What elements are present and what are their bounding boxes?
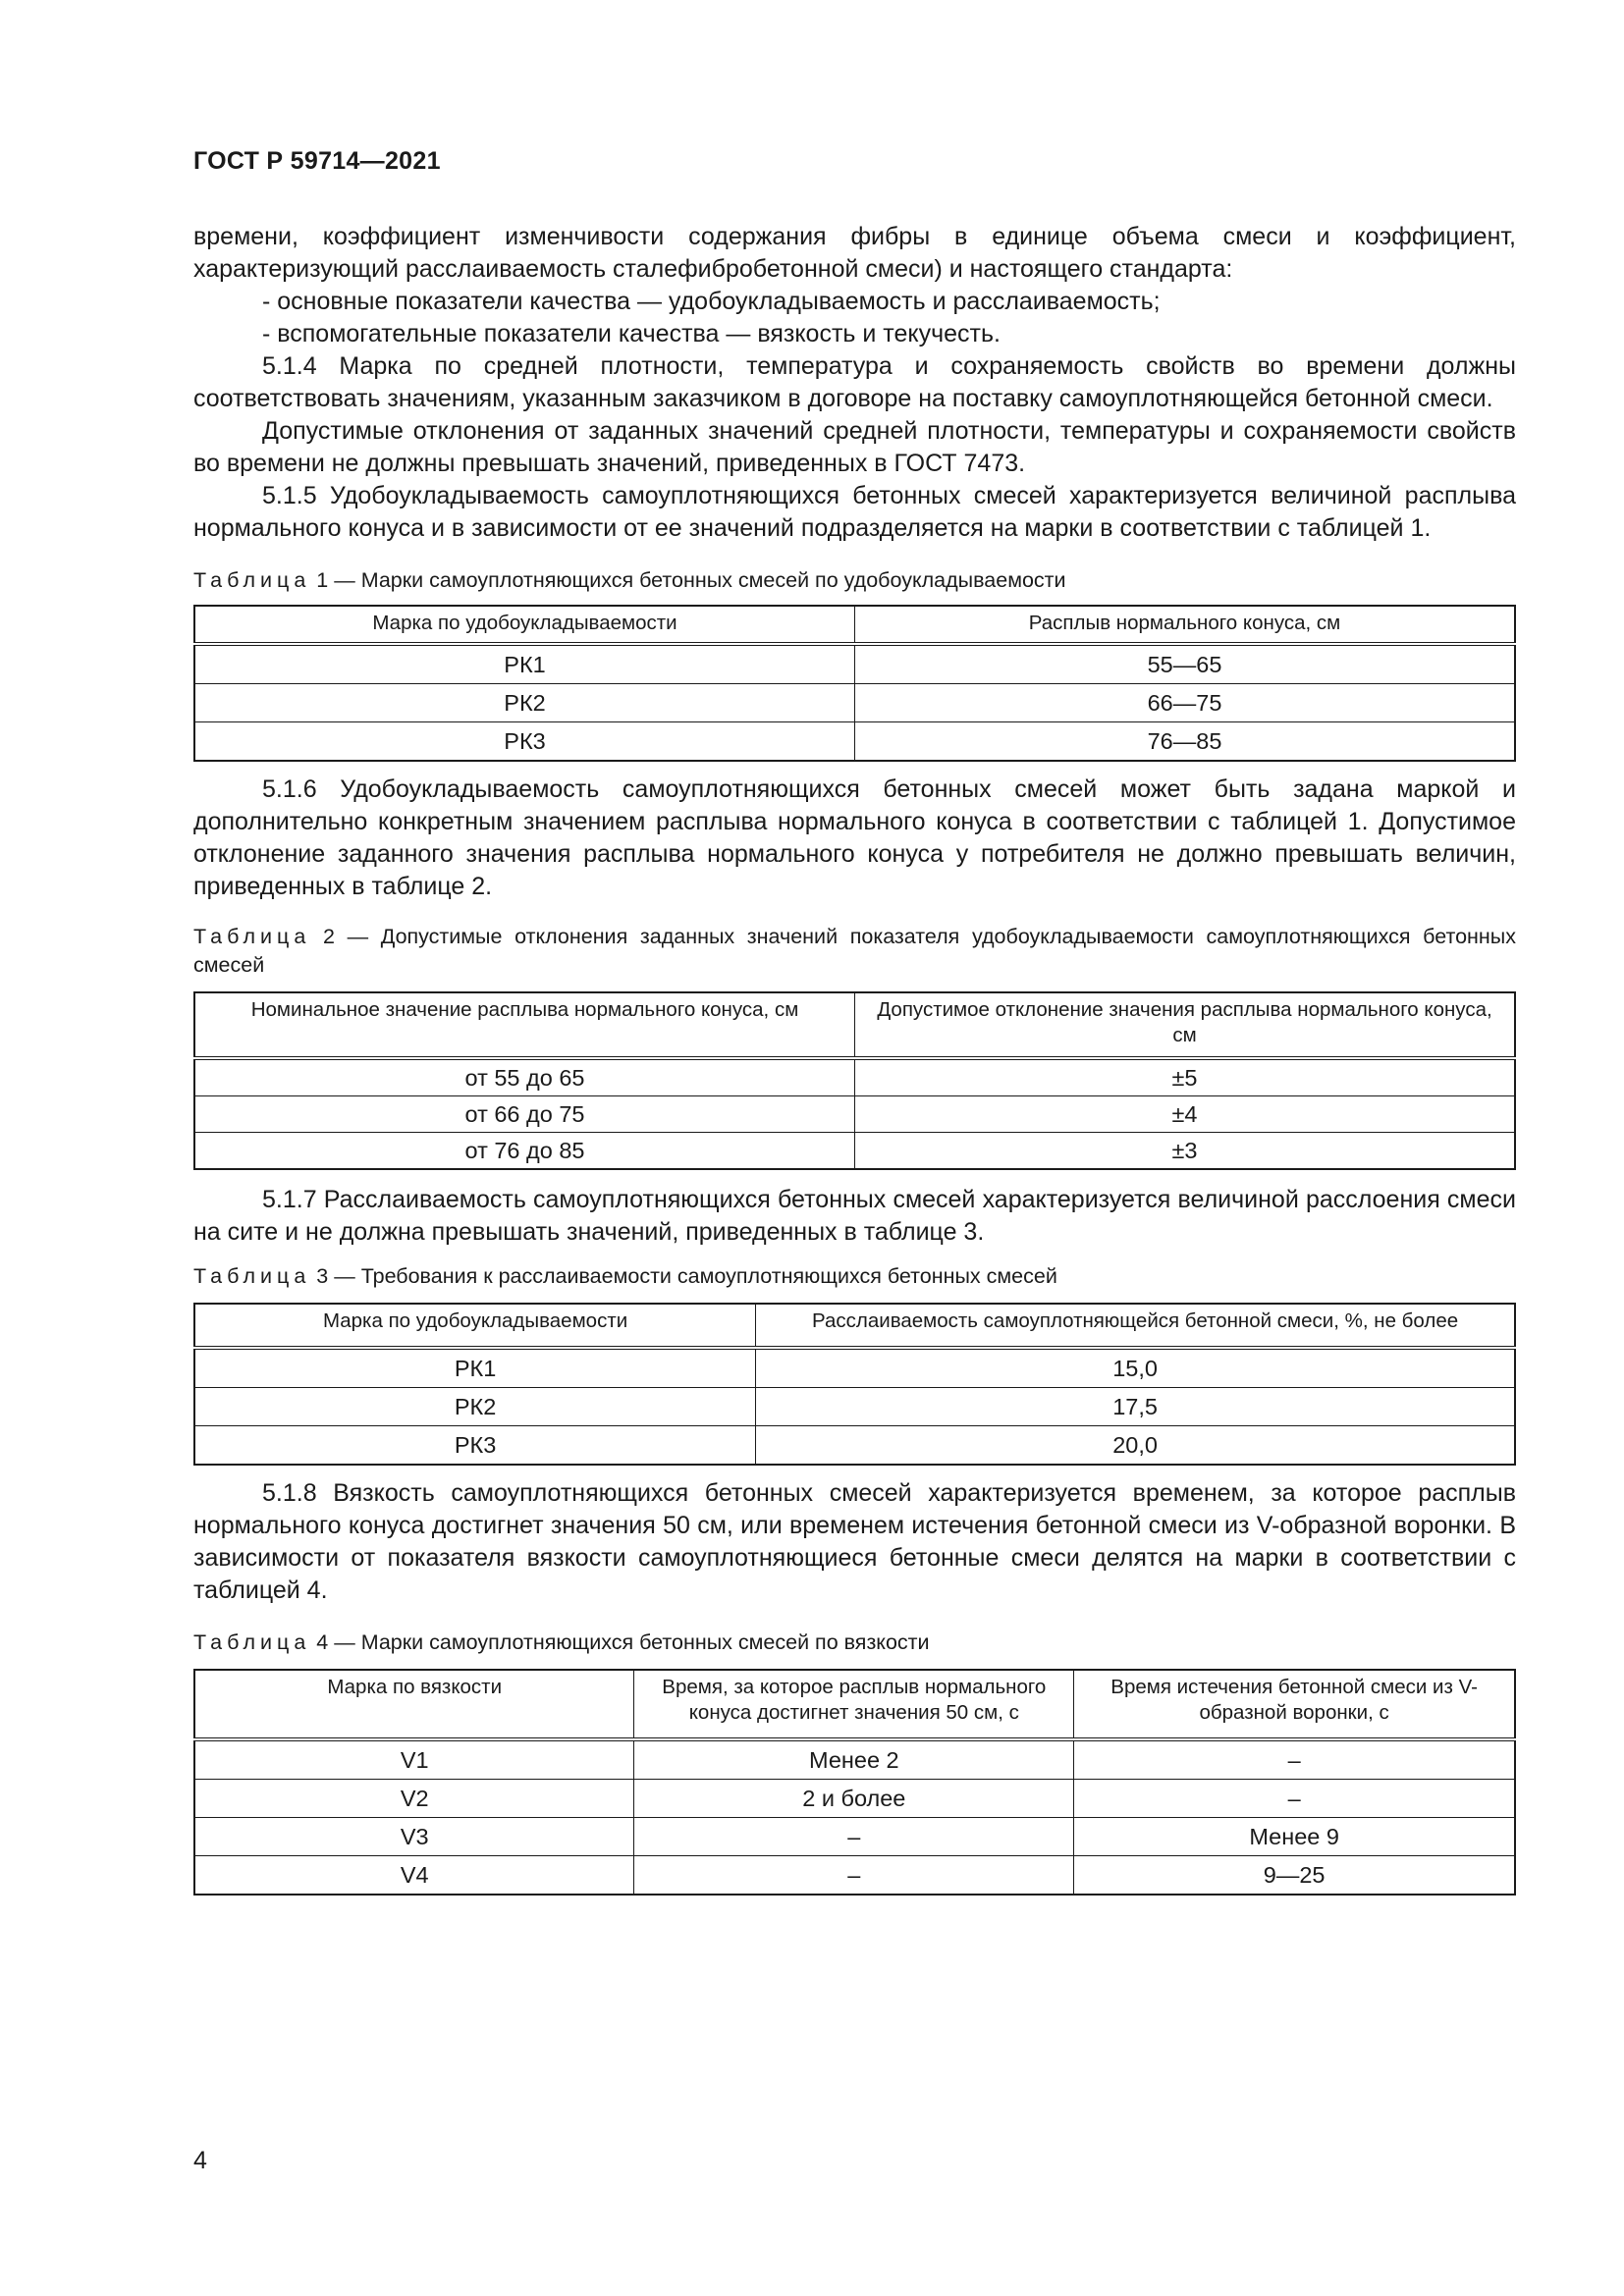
table-row [194,1780,1515,1818]
table-header-cell: Расплыв нормального конуса, см [855,606,1516,644]
table-caption-text: 1 — Марки самоуплотняющихся бетонных смесей по удобоукладываемости [310,568,1066,592]
table-cell: 20,0 [756,1426,1515,1466]
table-cell: Менее 9 [1074,1818,1515,1856]
table-row [194,1856,1515,1896]
table-2-caption [193,923,1516,980]
table-3-caption [193,1262,1516,1291]
table-header-cell: Марка по удобоукладываемости [194,1304,756,1348]
table-row [194,644,1515,684]
table-cell: – [634,1818,1074,1856]
table-cell: V4 [194,1856,634,1896]
paragraph-5-1-6: 5.1.6 Удобоукладываемость самоуплотняющихся бетонных смесей может быть задана маркой и дополнительно конкретным значением расплыва нормального конуса в соответствии с таблицей 1. Допустимое отклонение заданного значения расплыва нормального конуса у потребителя не должно превышать величин, приведенных в таблице 2. [193,775,1516,900]
table-header-cell: Допустимое отклонение значения расплыва нормального конуса, см [855,992,1516,1058]
table-header-row [194,1304,1515,1348]
table-cell: – [1074,1780,1515,1818]
table-row [194,1058,1515,1096]
paragraph-5-1-4: 5.1.4 Марка по средней плотности, температура и сохраняемость свойств во времени должны соответствовать значениям, указанным заказчиком в договоре на поставку самоуплотняющейся бетонной смеси. [193,352,1516,412]
table-cell: 9—25 [1074,1856,1515,1896]
page-number: 4 [193,2147,207,2174]
paragraph-5-1-7: 5.1.7 Расслаиваемость самоуплотняющихся бетонных смесей характеризуется величиной расслоения смеси на сите и не должна превышать значений, приведенных в таблице 3. [193,1186,1516,1246]
table-2 [193,991,1516,1170]
table-header-cell: Время истечения бетонной смеси из V-образной воронки, с [1074,1670,1515,1739]
table-1-caption [193,566,1516,595]
table-cell: 15,0 [756,1348,1515,1388]
table-cell: РК2 [194,684,855,722]
table-cell: V2 [194,1780,634,1818]
table-cell: V3 [194,1818,634,1856]
table-label: Таблица [193,1630,311,1654]
table-header-cell: Марка по удобоукладываемости [194,606,855,644]
table-header-row [194,1670,1515,1739]
table-cell: РК2 [194,1388,756,1426]
table-header-cell: Марка по вязкости [194,1670,634,1739]
table-cell: – [1074,1739,1515,1780]
paragraph-5-1-8: 5.1.8 Вязкость самоуплотняющихся бетонных смесей характеризуется временем, за которое расплыв нормального конуса достигнет значения 50 см, или временем истечения бетонной смеси из V-образной воронки. В зависимости от показателя вязкости самоуплотняющиеся бетонные смеси делятся на марки в соответствии с таблицей 4. [193,1479,1516,1604]
table-label: Таблица [193,1264,311,1288]
table-cell: от 66 до 75 [194,1096,855,1133]
table-caption-text: 2 — Допустимые отклонения заданных значений показателя удобоукладываемости самоуплотняющихся бетонных смесей [193,925,1516,977]
table-cell: от 55 до 65 [194,1058,855,1096]
table-row [194,1426,1515,1466]
table-row [194,1096,1515,1133]
table-cell: V1 [194,1739,634,1780]
table-1 [193,605,1516,762]
paragraph-list-item: - основные показатели качества — удобоукладываемость и расслаиваемость; [262,288,1161,315]
table-header-cell: Время, за которое расплыв нормального конуса достигнет значения 50 см, с [634,1670,1074,1739]
table-cell: ±3 [855,1133,1516,1170]
document-header: ГОСТ Р 59714—2021 [193,147,441,175]
table-row [194,1818,1515,1856]
table-cell: РК3 [194,722,855,762]
table-row [194,684,1515,722]
table-3 [193,1303,1516,1466]
table-row [194,722,1515,762]
table-label: Таблица [193,925,311,948]
table-header-row [194,606,1515,644]
paragraph: времени, коэффициент изменчивости содержания фибры в единице объема смеси и коэффициент, характеризующий расслаиваемость сталефибробетонной смеси) и настоящего стандарта: [193,223,1516,283]
table-row [194,1348,1515,1388]
table-row [194,1133,1515,1170]
table-label: Таблица [193,568,311,592]
table-cell: РК3 [194,1426,756,1466]
table-cell: ±5 [855,1058,1516,1096]
table-cell: РК1 [194,644,855,684]
table-header-cell: Расслаиваемость самоуплотняющейся бетонной смеси, %, не более [756,1304,1515,1348]
table-cell: Менее 2 [634,1739,1074,1780]
paragraph-list-item: - вспомогательные показатели качества — вязкость и текучесть. [262,320,1001,347]
table-cell: от 76 до 85 [194,1133,855,1170]
table-row [194,1739,1515,1780]
table-cell: 66—75 [855,684,1516,722]
table-4-caption [193,1629,1516,1657]
table-header-cell: Номинальное значение расплыва нормального конуса, см [194,992,855,1058]
table-cell: 2 и более [634,1780,1074,1818]
table-cell: – [634,1856,1074,1896]
table-cell: РК1 [194,1348,756,1388]
table-4 [193,1669,1516,1896]
table-cell: 55—65 [855,644,1516,684]
paragraph-5-1-5: 5.1.5 Удобоукладываемость самоуплотняющихся бетонных смесей характеризуется величиной расплыва нормального конуса и в зависимости от ее значений подразделяется на марки в соответствии с таблицей 1. [193,482,1516,542]
table-cell: ±4 [855,1096,1516,1133]
table-cell: 76—85 [855,722,1516,762]
table-cell: 17,5 [756,1388,1515,1426]
document-body [193,221,1516,1896]
table-header-row [194,992,1515,1058]
table-row [194,1388,1515,1426]
paragraph: Допустимые отклонения от заданных значений средней плотности, температуры и сохраняемости свойств во времени не должны превышать значений, приведенных в ГОСТ 7473. [193,417,1516,477]
table-caption-text: 4 — Марки самоуплотняющихся бетонных смесей по вязкости [310,1630,930,1654]
table-caption-text: 3 — Требования к расслаиваемости самоуплотняющихся бетонных смесей [310,1264,1057,1288]
